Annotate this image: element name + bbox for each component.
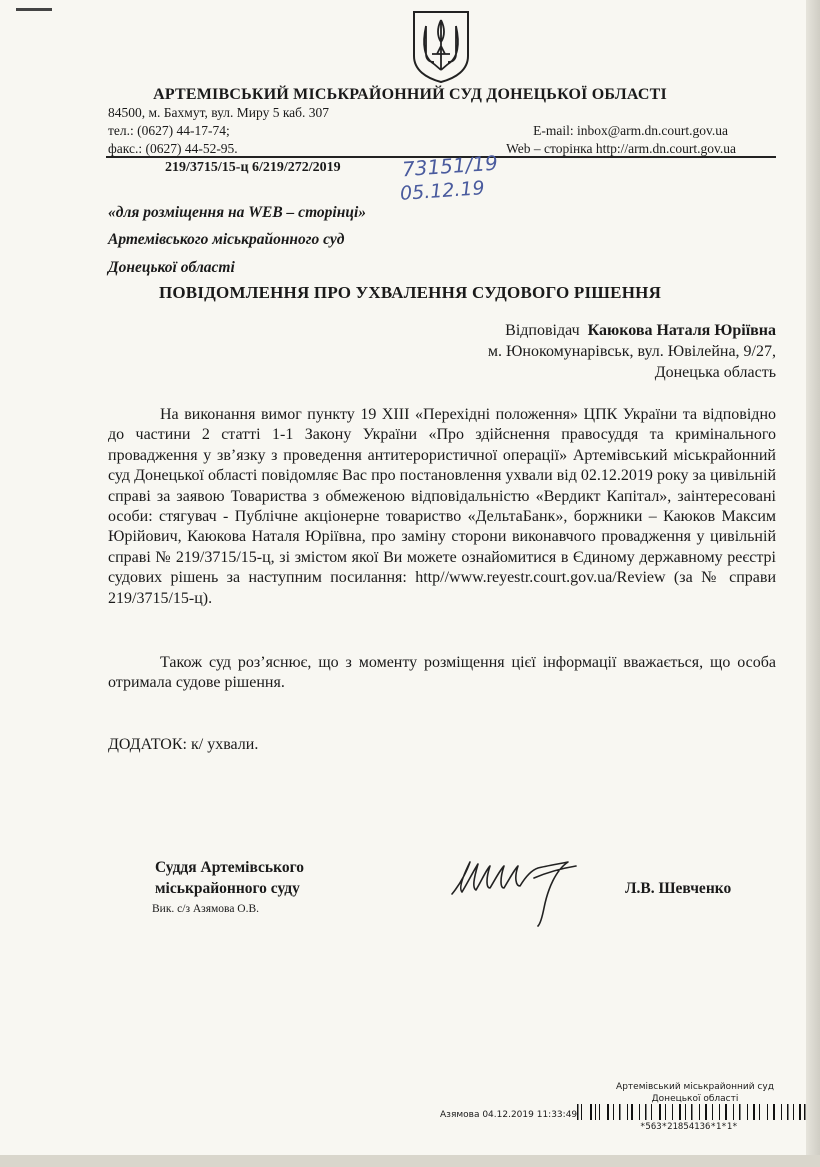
court-address: 84500, м. Бахмут, вул. Миру 5 каб. 307 — [108, 105, 330, 120]
handwritten-signature-icon — [448, 848, 598, 928]
court-phone: тел.: (0627) 44-17-74; — [108, 123, 230, 138]
footer-court-line2: Донецької області — [651, 1094, 739, 1104]
page-edge-shadow — [806, 0, 820, 1167]
handwritten-registration-date: 05.12.19 — [399, 177, 486, 205]
body-paragraph-clarification: Також суд роз’яснює, що з моменту розміщення цієї інформації вважається, що особа отримала судове рішення. — [108, 654, 776, 692]
recipient-address-line2: Донецька область — [654, 364, 776, 381]
intro-line-court: Артемівського міськрайонного суд — [108, 231, 345, 248]
recipient-line — [505, 322, 776, 340]
intro-line-region: Донецької області — [108, 259, 235, 276]
trident-emblem-icon — [412, 10, 470, 84]
page-bottom-edge — [0, 1155, 820, 1167]
judge-title-line1: Суддя Артемівського — [155, 859, 305, 876]
judge-title-line2: міськрайонного суду — [155, 880, 300, 897]
intro-line-web: «для розміщення на WEB – сторінці» — [108, 204, 367, 221]
recipient-name: Каюкова Наталя Юріївна — [587, 322, 776, 339]
judge-name: Л.В. Шевченко — [625, 880, 732, 897]
body-paragraph-main: На виконання вимог пункту 19 XIII «Перехідні положення» ЦПК України та відповідно до частини 2 статті 1-1 Закону України «Про здійснення правосуддя та кримінального провадження у зв’язку з проведення антитерористичної операції» Артемівський міськрайонний суд Донецької області повідомляє Вас про постановлення ухвали від 02.12.2019 року за цивільній справі за заявою Товариства з обмеженою відповідальністю «Вердикт Капітал», заінтересовані особи: стягувач - Публічне акціонерне товариство «ДельтаБанк», боржники – Каюков Максим Юрійович, Каюкова Наталя Юріївна, про заміну сторони виконавчого провадження у цивільній справі № 219/3715/15-ц, зі змістом якої Ви можете ознайомитися в Єдиному державному реєстрі судових рішень за наступним посилання: http//www.reyestr.court.gov.ua/Review (за № справи 219/3715/15-ц). — [108, 406, 776, 607]
footer-court — [580, 1081, 810, 1105]
recipient-address-line1: м. Юнокомунарівськ, вул. Ювілейна, 9/27, — [487, 343, 776, 360]
court-name: АРТЕМІВСЬКИЙ МІСЬКРАЙОННИЙ СУД ДОНЕЦЬКОЇ ОБЛАСТІ — [153, 86, 667, 103]
document-title: ПОВІДОМЛЕННЯ ПРО УХВАЛЕННЯ СУДОВОГО РІШЕННЯ — [158, 283, 662, 302]
court-email: E-mail: inbox@arm.dn.court.gov.ua — [533, 123, 728, 138]
footer-court-line1: Артемівський міськрайонний суд — [616, 1082, 774, 1092]
handwritten-registration-number: 73151/19 — [401, 150, 499, 182]
corner-mark — [16, 8, 52, 11]
barcode-icon — [577, 1104, 807, 1120]
secretary-name: Вик. с/з Азямова О.В. — [152, 903, 260, 915]
case-number: 219/3715/15-ц 6/219/272/2019 — [165, 160, 341, 175]
court-fax: факс.: (0627) 44-52-95. — [108, 141, 238, 156]
barcode-number: *563*21854136*1*1* — [640, 1122, 738, 1132]
footer-meta: Азямова 04.12.2019 11:33:49 — [440, 1110, 578, 1120]
judge-title — [155, 857, 304, 899]
addendum: ДОДАТОК: к/ ухвали. — [108, 736, 259, 753]
recipient-label: Відповідач — [505, 322, 580, 339]
court-web: Web – сторінка http://arm.dn.court.gov.ua — [506, 141, 736, 156]
